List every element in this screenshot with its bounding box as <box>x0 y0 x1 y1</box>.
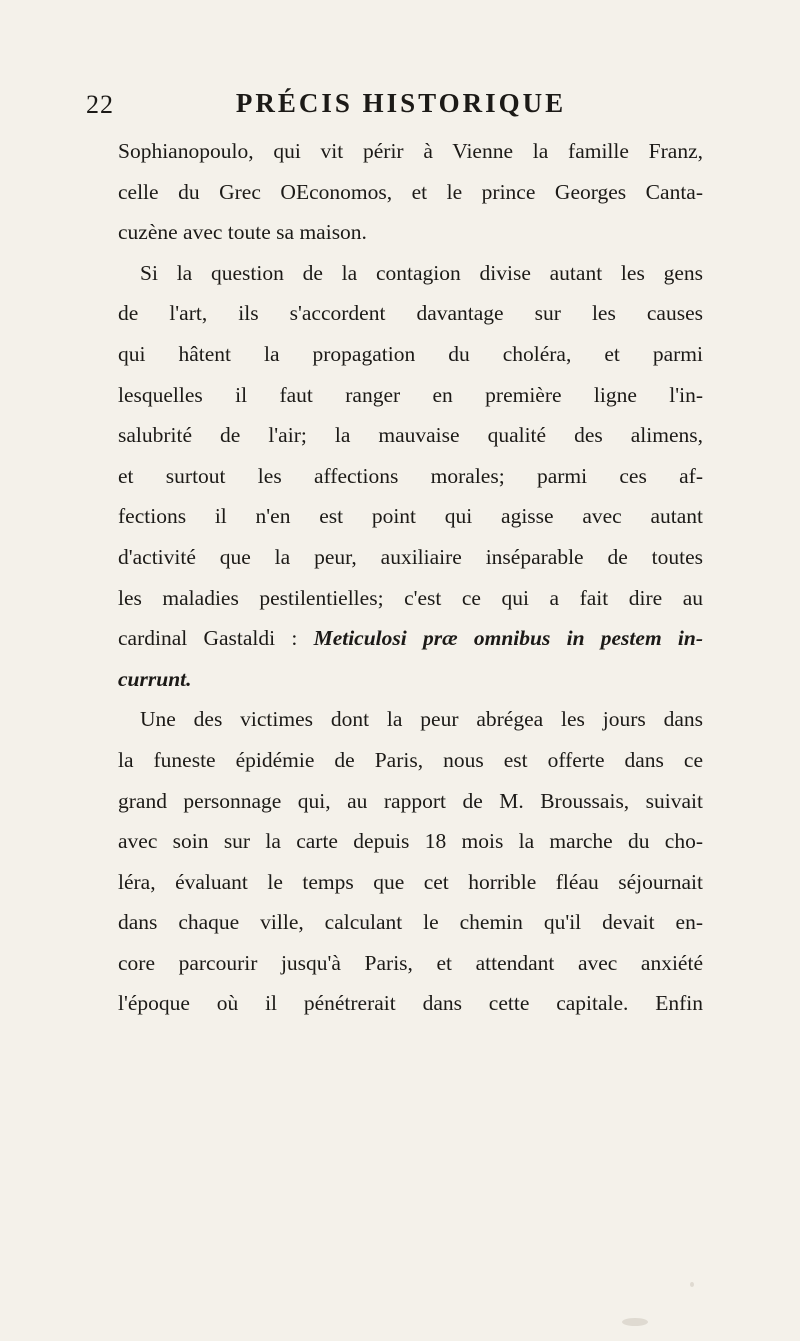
text-line: Si la question de la contagion divise autant les gens <box>140 260 703 285</box>
text-line: la funeste épidémie de Paris, nous est offerte dans ce <box>118 747 703 772</box>
paper-blemish <box>690 1282 694 1287</box>
quote-line <box>118 618 703 659</box>
text-line: fections il n'en est point qui agisse avec autant <box>118 504 703 529</box>
page-number: 22 <box>86 90 114 119</box>
text-line: lesquelles il faut ranger en première ligne l'in- <box>118 382 703 407</box>
text-line: core parcourir jusqu'à Paris, et attendant avec anxiété <box>118 950 703 975</box>
text-line: cuzène avec toute sa maison. <box>118 220 367 245</box>
text-line: d'activité que la peur, auxiliaire inséparable de toutes <box>118 544 703 569</box>
text-line: grand personnage qui, au rapport de M. Broussais, suivait <box>118 788 703 813</box>
text-line: celle du Grec OEconomos, et le prince Georges Canta- <box>118 179 703 204</box>
text-line: salubrité de l'air; la mauvaise qualité des alimens, <box>118 423 703 448</box>
page-header <box>86 84 716 128</box>
text-line: léra, évaluant le temps que cet horrible fléau séjournait <box>118 869 703 894</box>
paper-blemish <box>622 1318 648 1326</box>
text-line: et surtout les affections morales; parmi ces af- <box>118 463 703 488</box>
text-line: Une des victimes dont la peur abrégea les jours dans <box>140 707 703 732</box>
text-line: qui hâtent la propagation du choléra, et parmi <box>118 341 703 366</box>
text-fragment: cardinal Gastaldi : <box>118 626 314 651</box>
text-line: dans chaque ville, calculant le chemin qu'il devait en- <box>118 910 703 935</box>
text-line: currunt. <box>118 666 192 691</box>
latin-quote: Meticulosi præ omnibus in pestem in- <box>313 626 703 651</box>
text-line: Sophianopoulo, qui vit périr à Vienne la famille Franz, <box>118 139 703 163</box>
body-text <box>118 131 703 1024</box>
text-line: les maladies pestilentielles; c'est ce qui a fait dire au <box>118 585 703 610</box>
text-line: l'époque où il pénétrerait dans cette capitale. Enfin <box>118 991 703 1016</box>
text-line: avec soin sur la carte depuis 18 mois la marche du cho- <box>118 829 703 854</box>
running-title: PRÉCIS HISTORIQUE <box>235 88 567 118</box>
text-line: de l'art, ils s'accordent davantage sur les causes <box>118 301 703 326</box>
